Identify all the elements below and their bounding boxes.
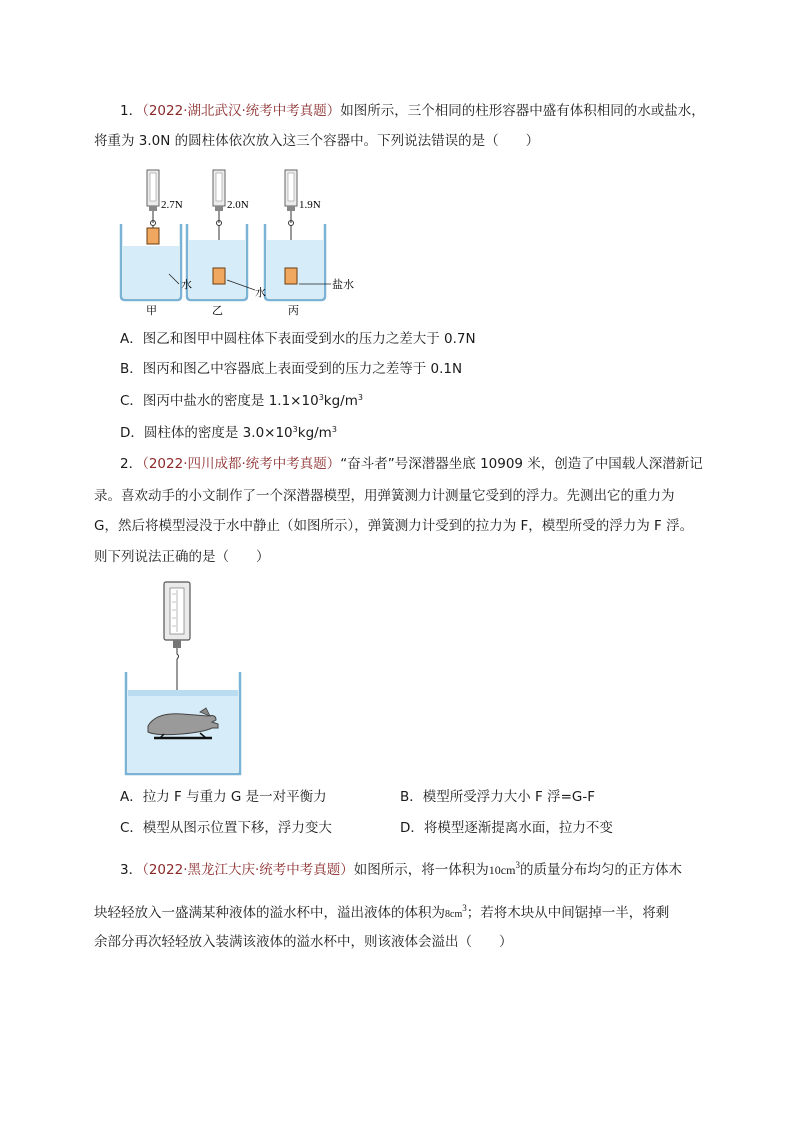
q2-option-d: D．将模型逐渐提离水面，拉力不变 (400, 820, 613, 836)
q1-source: （2022·湖北武汉·统考中考真题） (142, 103, 341, 119)
q1-label-jia: 甲 (146, 305, 157, 317)
q1-option-d: D．圆柱体的密度是 $3.0\times 10^3kg/m^3$ (120, 425, 337, 441)
q1-number: 1． (120, 103, 143, 119)
q3-source: （2022·黑龙江大庆·统考中考真题） (142, 862, 354, 878)
q1-reading-yi: 2.0N (227, 199, 249, 211)
q2-option-b: B．模型所受浮力大小 F 浮=G-F (400, 789, 596, 805)
q1-option-a: A．图乙和图甲中圆柱体下表面受到水的压力之差大于 0.7N (120, 331, 476, 347)
q2-number: 2． (120, 456, 143, 472)
q1-container-yi (187, 224, 255, 300)
q1-stem-line1 (120, 101, 705, 121)
q1-scale-jia (147, 170, 159, 228)
q2-stem-line1 (120, 454, 703, 474)
q1-label-bing: 丙 (288, 305, 299, 317)
q1-container-bing (265, 224, 331, 300)
q1-liquid-jia: 水 (181, 279, 192, 291)
q3-stem-line2: 块轻轻放入一盛满某种液体的溢水杯中，溢出液体的体积为8cm3；若将木块从中间锯掉一半，将剩 (94, 903, 670, 921)
q1-container-jia (121, 224, 181, 300)
q3-volume-1: $10cm^3$ (488, 860, 520, 877)
q1-liquid-yi: 水 (255, 287, 266, 299)
q2-stem-text1: “奋斗者”号深潜器坐底 10909 米，创造了中国载人深潜新记 (340, 456, 703, 472)
q2-source: （2022·四川成都·统考中考真题） (142, 456, 341, 472)
q3-stem-line1 (120, 855, 682, 880)
q2-figure (120, 580, 245, 778)
q2-stem-line3: G，然后将模型浸没于水中静止（如图所示），弹簧测力计受到的拉力为 F，模型所受的浮力为 F 浮。 (94, 518, 694, 534)
q1-reading-bing: 1.9N (299, 199, 321, 211)
q1-liquid-bing: 盐水 (332, 279, 354, 291)
q1-label-yi: 乙 (212, 305, 223, 317)
q1-stem-line2: 将重为 3.0N 的圆柱体依次放入这三个容器中。下列说法错误的是（ ） (94, 133, 540, 149)
q3-number: 3． (120, 862, 143, 878)
q3-stem-text1a: 如图所示，将一体积为 (353, 862, 489, 878)
q3-stem-line3: 余部分再次轻轻放入装满该液体的溢水杯中，则该液体会溢出（ ） (94, 934, 513, 950)
q1-figure (115, 168, 395, 318)
q1-stem-text1: 如图所示，三个相同的柱形容器中盛有体积相同的水或盐水， (340, 103, 705, 119)
q2-option-c: C．模型从图示位置下移，浮力变大 (120, 820, 332, 836)
q2-option-a: A．拉力 F 与重力 G 是一对平衡力 (120, 789, 327, 805)
q1-reading-jia: 2.7N (161, 199, 183, 211)
q1-option-b: B．图丙和图乙中容器底上表面受到的压力之差等于 0.1N (120, 361, 463, 377)
q3-volume-2: 8cm3 (445, 903, 467, 920)
q2-stem-line2: 录。喜欢动手的小文制作了一个深潜器模型，用弹簧测力计测量它受到的浮力。先测出它的重力为 (94, 488, 675, 504)
q2-stem-line4: 则下列说法正确的是（ ） (94, 549, 270, 565)
q3-stem-text1b: 的质量分布均匀的正方体木 (519, 862, 682, 878)
q1-option-c: C．图丙中盐水的密度是 $1.1\times 10^3kg/m^3$ (120, 393, 363, 409)
